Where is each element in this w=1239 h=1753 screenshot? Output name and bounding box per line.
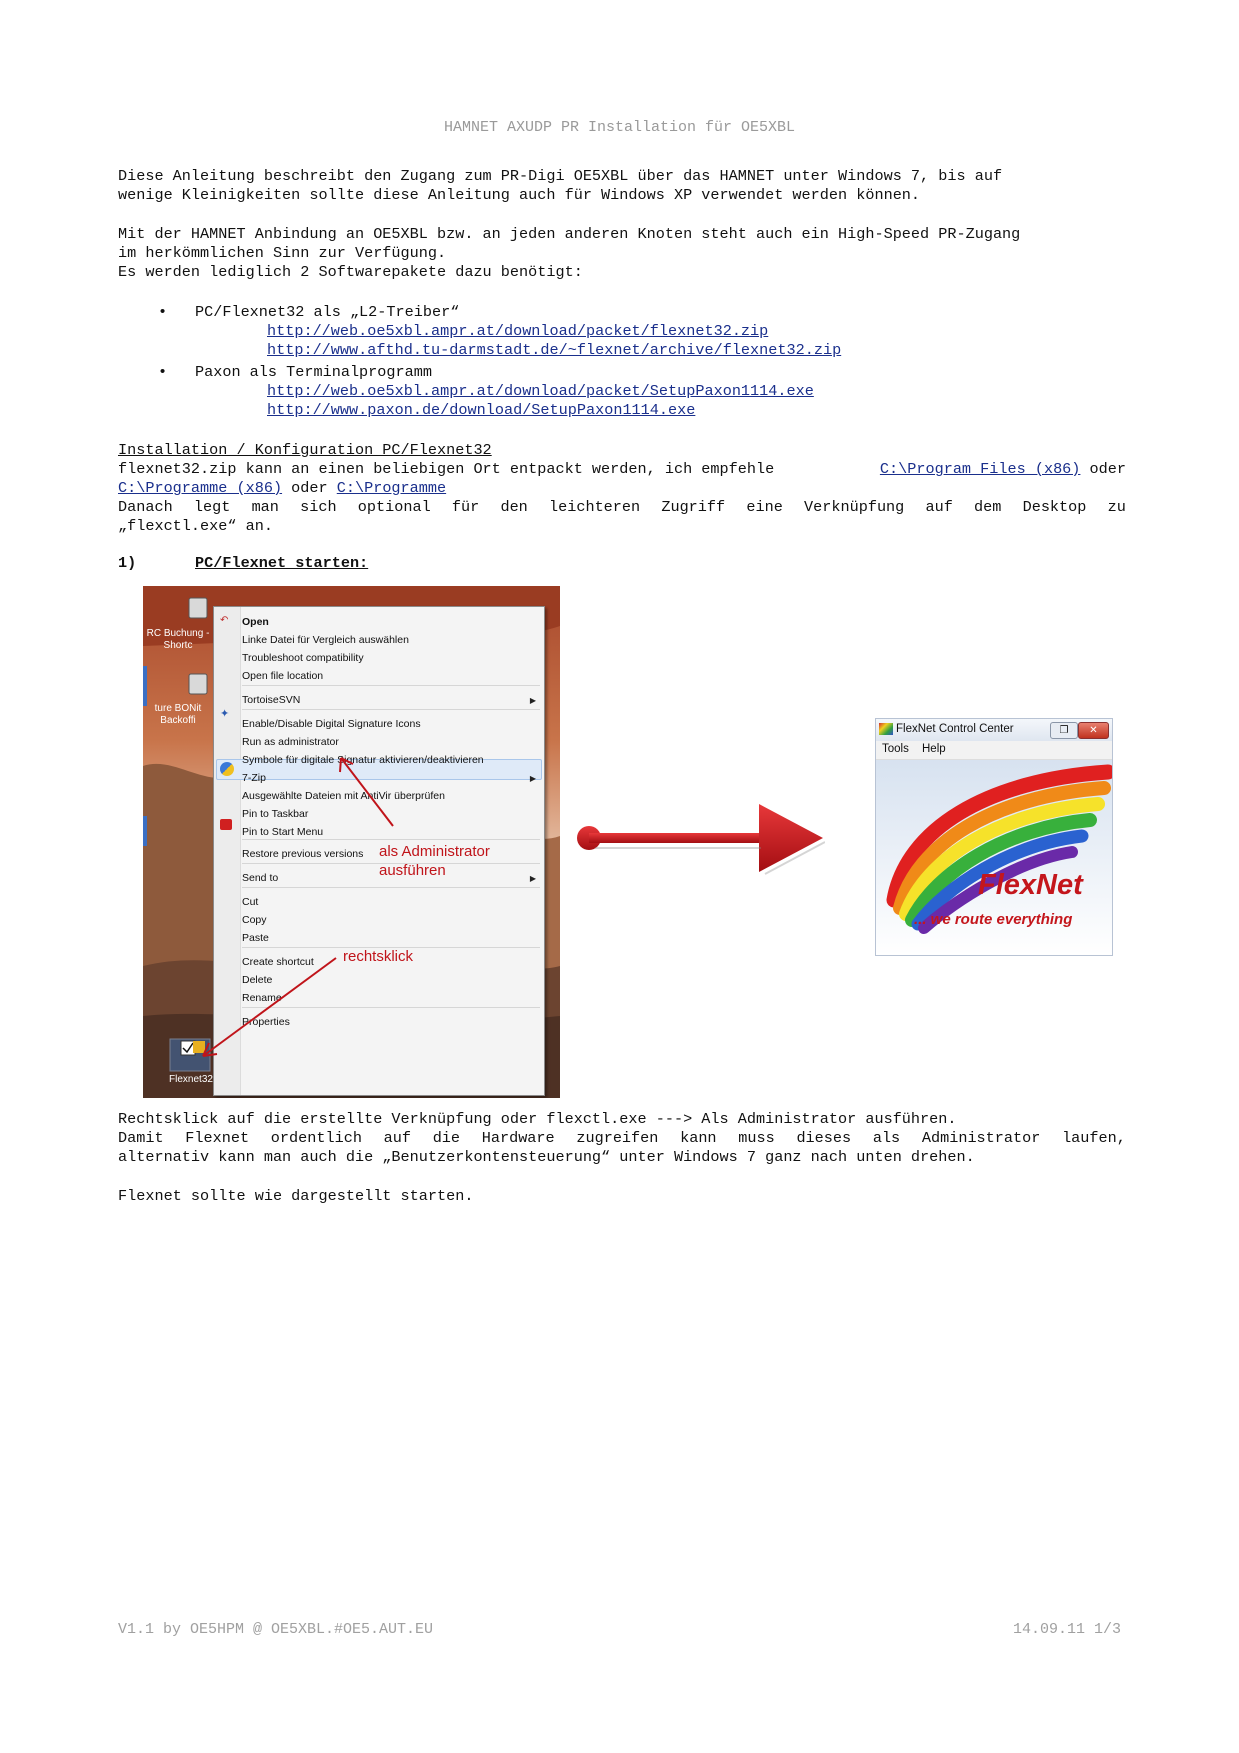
word: Zugriff [661,498,726,516]
menu-item-enable-disable-digital-signature-icons[interactable]: Enable/Disable Digital Signature Icons [242,718,421,730]
restore-button[interactable]: ❐ [1050,722,1078,739]
word: sich [300,498,337,516]
footer-left: V1.1 by OE5HPM @ OE5XBL.#OE5.AUT.EU [118,1621,434,1638]
menu-item-send-to[interactable]: Send to [242,872,279,884]
menu-item-ausgew-hlte-dateien-mit-antivir-berpr-fen[interactable]: Ausgewählte Dateien mit AntiVir überprüfen [242,790,445,802]
word: legt [193,498,231,516]
annotation-arrows [143,586,560,1098]
word: den [500,498,528,516]
word: eine [746,498,783,516]
install-section [118,441,1126,536]
word: Verknüpfung [804,498,905,516]
word: Desktop [1022,498,1087,516]
submenu-arrow-icon: ▶ [529,774,536,783]
desktop-icon-label: RC Buchung - Shortc [146,628,210,651]
after-paragraph [118,1110,1126,1167]
step-title: PC/Flexnet starten: [195,554,369,572]
link-program-files-x86[interactable]: C:\Program Files (x86) [879,460,1081,478]
undo-icon: ↶ [220,615,229,626]
menu-item-cut[interactable]: Cut [242,896,259,908]
annotation-line: ausführen [379,862,446,879]
tortoise-icon: ✦ [220,707,230,720]
desktop-icon-flexnet32[interactable]: Flexnet32 [169,1074,213,1085]
intro-line: im herkömmlichen Sinn zur Verfügung. [118,244,447,262]
red-arrow-icon [575,800,825,880]
word: die [432,1129,461,1147]
link-programme[interactable]: C:\Programme [336,479,447,497]
intro-line: wenige Kleinigkeiten sollte diese Anleitung auch für Windows XP verwendet werden können. [118,186,921,204]
word: dem [974,498,1002,516]
word: kann [680,1129,717,1147]
intro-line: Diese Anleitung beschreibt den Zugang zum PR-Digi OE5XBL über das HAMNET unter Windows 7, bis auf [118,167,1003,185]
word: dieses [796,1129,852,1147]
install-text: flexnet32.zip kann an einen beliebigen Ort entpackt werden, ich empfehle [118,460,784,478]
after-line [118,1129,1126,1148]
menu-item-rename[interactable]: Rename [242,992,282,1004]
install-line-3 [118,498,1126,517]
menu-item-pin-to-taskbar[interactable]: Pin to Taskbar [242,808,309,820]
flexnet-brand: FlexNet [978,869,1083,901]
annotation-rechtsklick: rechtsklick [343,948,414,965]
menu-item-properties[interactable]: Properties [242,1016,290,1028]
software-item-flexnet: PC/Flexnet32 als „L2-Treiber“ [195,303,460,321]
software-item-paxon: Paxon als Terminalprogramm [195,363,432,381]
menu-help[interactable]: Help [922,743,946,755]
word: zu [1107,498,1126,516]
menu-item-open-file-location[interactable]: Open file location [242,670,324,682]
bullet: • [158,303,168,321]
menu-item-run-as-administrator[interactable]: Run as administrator [242,736,339,748]
flexnet-window [875,718,1113,956]
install-text: oder [1080,460,1126,478]
menu-item-symbole-f-r-digitale-signatur-aktivieren-deaktivieren[interactable]: Symbole für digitale Signatur aktivieren/deaktivieren [242,754,484,766]
menu-item-tortoisesvn[interactable]: TortoiseSVN [242,694,301,706]
footer-right: 14.09.11 1/3 [1012,1621,1121,1638]
word: ordentlich [270,1129,362,1147]
link-flexnet-darmstadt[interactable]: http://www.afthd.tu-darmstadt.de/~flexnet/archive/flexnet32.zip [267,341,842,359]
intro-line: Es werden lediglich 2 Softwarepakete dazu benötigt: [118,263,583,281]
annotation-admin [379,842,490,880]
menu-item-copy[interactable]: Copy [242,914,267,926]
menu-item-7-zip[interactable]: 7-Zip [242,772,266,784]
menu-item-restore-previous-versions[interactable]: Restore previous versions [242,848,364,860]
menu-item-create-shortcut[interactable]: Create shortcut [242,956,314,968]
word: als [872,1129,901,1147]
word: Danach [118,498,173,516]
install-text: oder [282,479,337,497]
page-header: HAMNET AXUDP PR Installation für OE5XBL [443,119,796,136]
annotation-line: als Administrator [379,843,490,860]
word: Administrator [921,1129,1041,1147]
word: laufen, [1062,1129,1126,1147]
install-heading: Installation / Konfiguration PC/Flexnet32 [118,441,492,459]
intro-line: Mit der HAMNET Anbindung an OE5XBL bzw. an jeden anderen Knoten steht auch ein High-Speed PR-Zugang [118,225,1021,243]
intro-paragraph-2 [118,225,1126,282]
menu-item-pin-to-start-menu[interactable]: Pin to Start Menu [242,826,324,838]
submenu-arrow-icon: ▶ [529,696,536,705]
flexnet-menubar [876,741,1112,760]
word: auf [383,1129,411,1147]
install-line-4: „flexctl.exe“ an. [118,517,273,535]
after-final-line: Flexnet sollte wie dargestellt starten. [118,1187,474,1205]
menu-item-troubleshoot-compatibility[interactable]: Troubleshoot compatibility [242,652,364,664]
word: muss [738,1129,775,1147]
menu-item-delete[interactable]: Delete [242,974,273,986]
menu-item-paste[interactable]: Paste [242,932,269,944]
after-line: Rechtsklick auf die erstellte Verknüpfung oder flexctl.exe ---> Als Administrator ausführen. [118,1110,957,1128]
menu-item-open[interactable]: Open [242,616,269,628]
word: Flexnet [185,1129,250,1147]
step-number: 1) [118,554,137,572]
flexnet-tagline: ... we route everything [914,911,1073,928]
submenu-arrow-icon: ▶ [529,874,536,883]
word: leichteren [549,498,641,516]
word: Hardware [481,1129,555,1147]
word: auf [925,498,953,516]
word: optional [357,498,431,516]
context-menu-screenshot [143,586,560,1098]
rainbow-app-icon [879,723,893,735]
word: Damit [118,1129,164,1147]
link-flexnet-oe5xbl[interactable]: http://web.oe5xbl.ampr.at/download/packet/flexnet32.zip [267,322,769,340]
link-paxon-oe5xbl[interactable]: http://web.oe5xbl.ampr.at/download/packet/SetupPaxon1114.exe [267,382,814,400]
intro-paragraph-1 [118,167,1126,205]
link-paxon-paxon-de[interactable]: http://www.paxon.de/download/SetupPaxon1114.exe [267,401,696,419]
word: zugreifen [576,1129,659,1147]
word: für [451,498,480,516]
link-programme-x86[interactable]: C:\Programme (x86) [118,479,283,497]
flexnet-title-bar [876,719,1112,742]
after-line: alternativ kann man auch die „Benutzerkontensteuerung“ unter Windows 7 ganz nach unten drehen. [118,1148,975,1166]
close-button[interactable]: ✕ [1078,722,1109,739]
word: man [251,498,279,516]
install-line-2 [118,479,1126,498]
desktop-icon-label: ture BONit Backoffi [154,703,202,726]
menu-item-linke-datei-f-r-vergleich-ausw-hlen[interactable]: Linke Datei für Vergleich auswählen [242,634,409,646]
menu-tools[interactable]: Tools [882,743,909,755]
flexnet-window-title: FlexNet Control Center [896,723,1014,735]
bullet: • [158,363,168,381]
install-line-1 [118,460,1126,479]
